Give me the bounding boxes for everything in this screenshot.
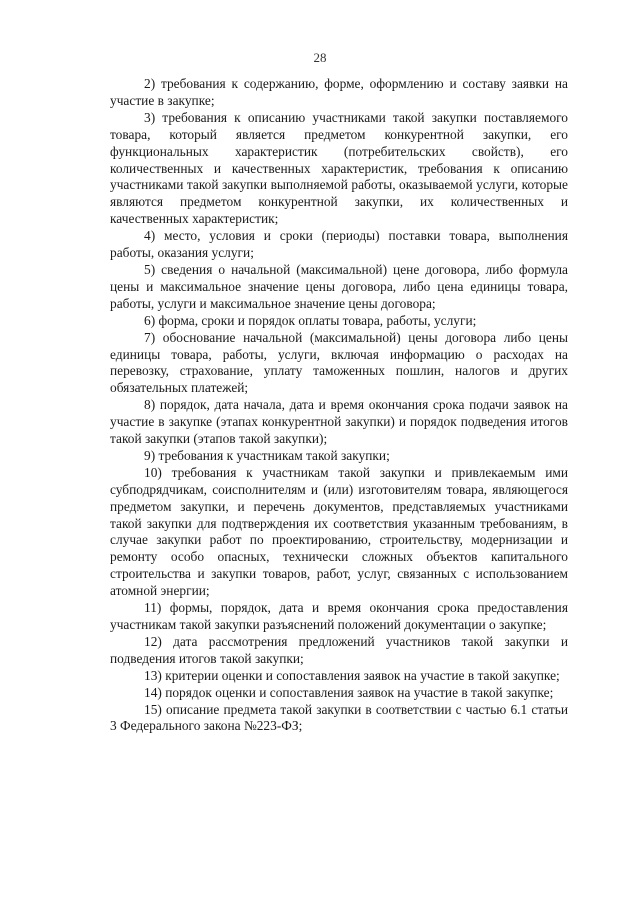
page-number: 28 bbox=[313, 50, 327, 65]
list-item-9: 9) требования к участникам такой закупки; bbox=[144, 447, 390, 463]
list-item-13: 13) критерии оценки и сопоставления заявок на участие в такой закупке; bbox=[144, 667, 560, 683]
list-item-11: 11) формы, порядок, дата и время окончания срока предоставления участникам такой закупки разъяснений положений документации о закупке; bbox=[110, 600, 568, 632]
list-item-3: 3) требования к описанию участниками такой закупки поставляемого товара, который является предметом конкурентной закупки, его функциональных характеристик (потребительских свойств), его количественных и качественных характеристик, требования к описанию участниками такой закупки выполняемой работы, оказываемой услуги, которые являются предметом конкурентной закупки, их количественных и качественных характеристик; bbox=[110, 109, 568, 227]
list-item-10: 10) требования к участникам такой закупки и привлекаемым ими субподрядчикам, соисполнителям и (или) изготовителям товара, являющегося предметом закупки, и перечень документов, представляемых участниками такой закупки для подтверждения их соответствия указанным требованиям, в случае закупки работ по проектированию, строительству, модернизации и ремонту особо опасных, технически сложных объектов капитального строительства и закупки товаров, работ, услуг, связанных с использованием атомной энергии; bbox=[110, 464, 568, 599]
list-item-2: 2) требования к содержанию, форме, оформлению и составу заявки на участие в закупке; bbox=[110, 76, 568, 108]
list-item-7: 7) обоснование начальной (максимальной) цены договора либо цены единицы товара, работы, услуги, включая информацию о расходах на перевозку, страхование, уплату таможенных пошлин, налогов и других обязательных платежей; bbox=[110, 329, 568, 396]
list-item-8: 8) порядок, дата начала, дата и время окончания срока подачи заявок на участие в закупке (этапах конкурентной закупки) и порядок подведения итогов такой закупки (этапов такой закупки); bbox=[110, 397, 568, 447]
list-item-14: 14) порядок оценки и сопоставления заявок на участие в такой закупке; bbox=[144, 684, 554, 700]
list-item-6: 6) форма, сроки и порядок оплаты товара, работы, услуги; bbox=[144, 312, 477, 328]
list-item-4: 4) место, условия и сроки (периоды) поставки товара, выполнения работы, оказания услуги; bbox=[110, 228, 568, 261]
list-item-15: 15) описание предмета такой закупки в соответствии с частью 6.1 статьи 3 Федерального закона №223-ФЗ; bbox=[110, 701, 568, 734]
document-body bbox=[110, 76, 568, 735]
list-item-5: 5) сведения о начальной (максимальной) цене договора, либо формула цены и максимальное значение цены договора, либо цена единицы товара, работы, услуги и максимальное значение цены договора; bbox=[110, 261, 568, 311]
list-item-12: 12) дата рассмотрения предложений участников такой закупки и подведения итогов такой закупки; bbox=[110, 633, 568, 666]
